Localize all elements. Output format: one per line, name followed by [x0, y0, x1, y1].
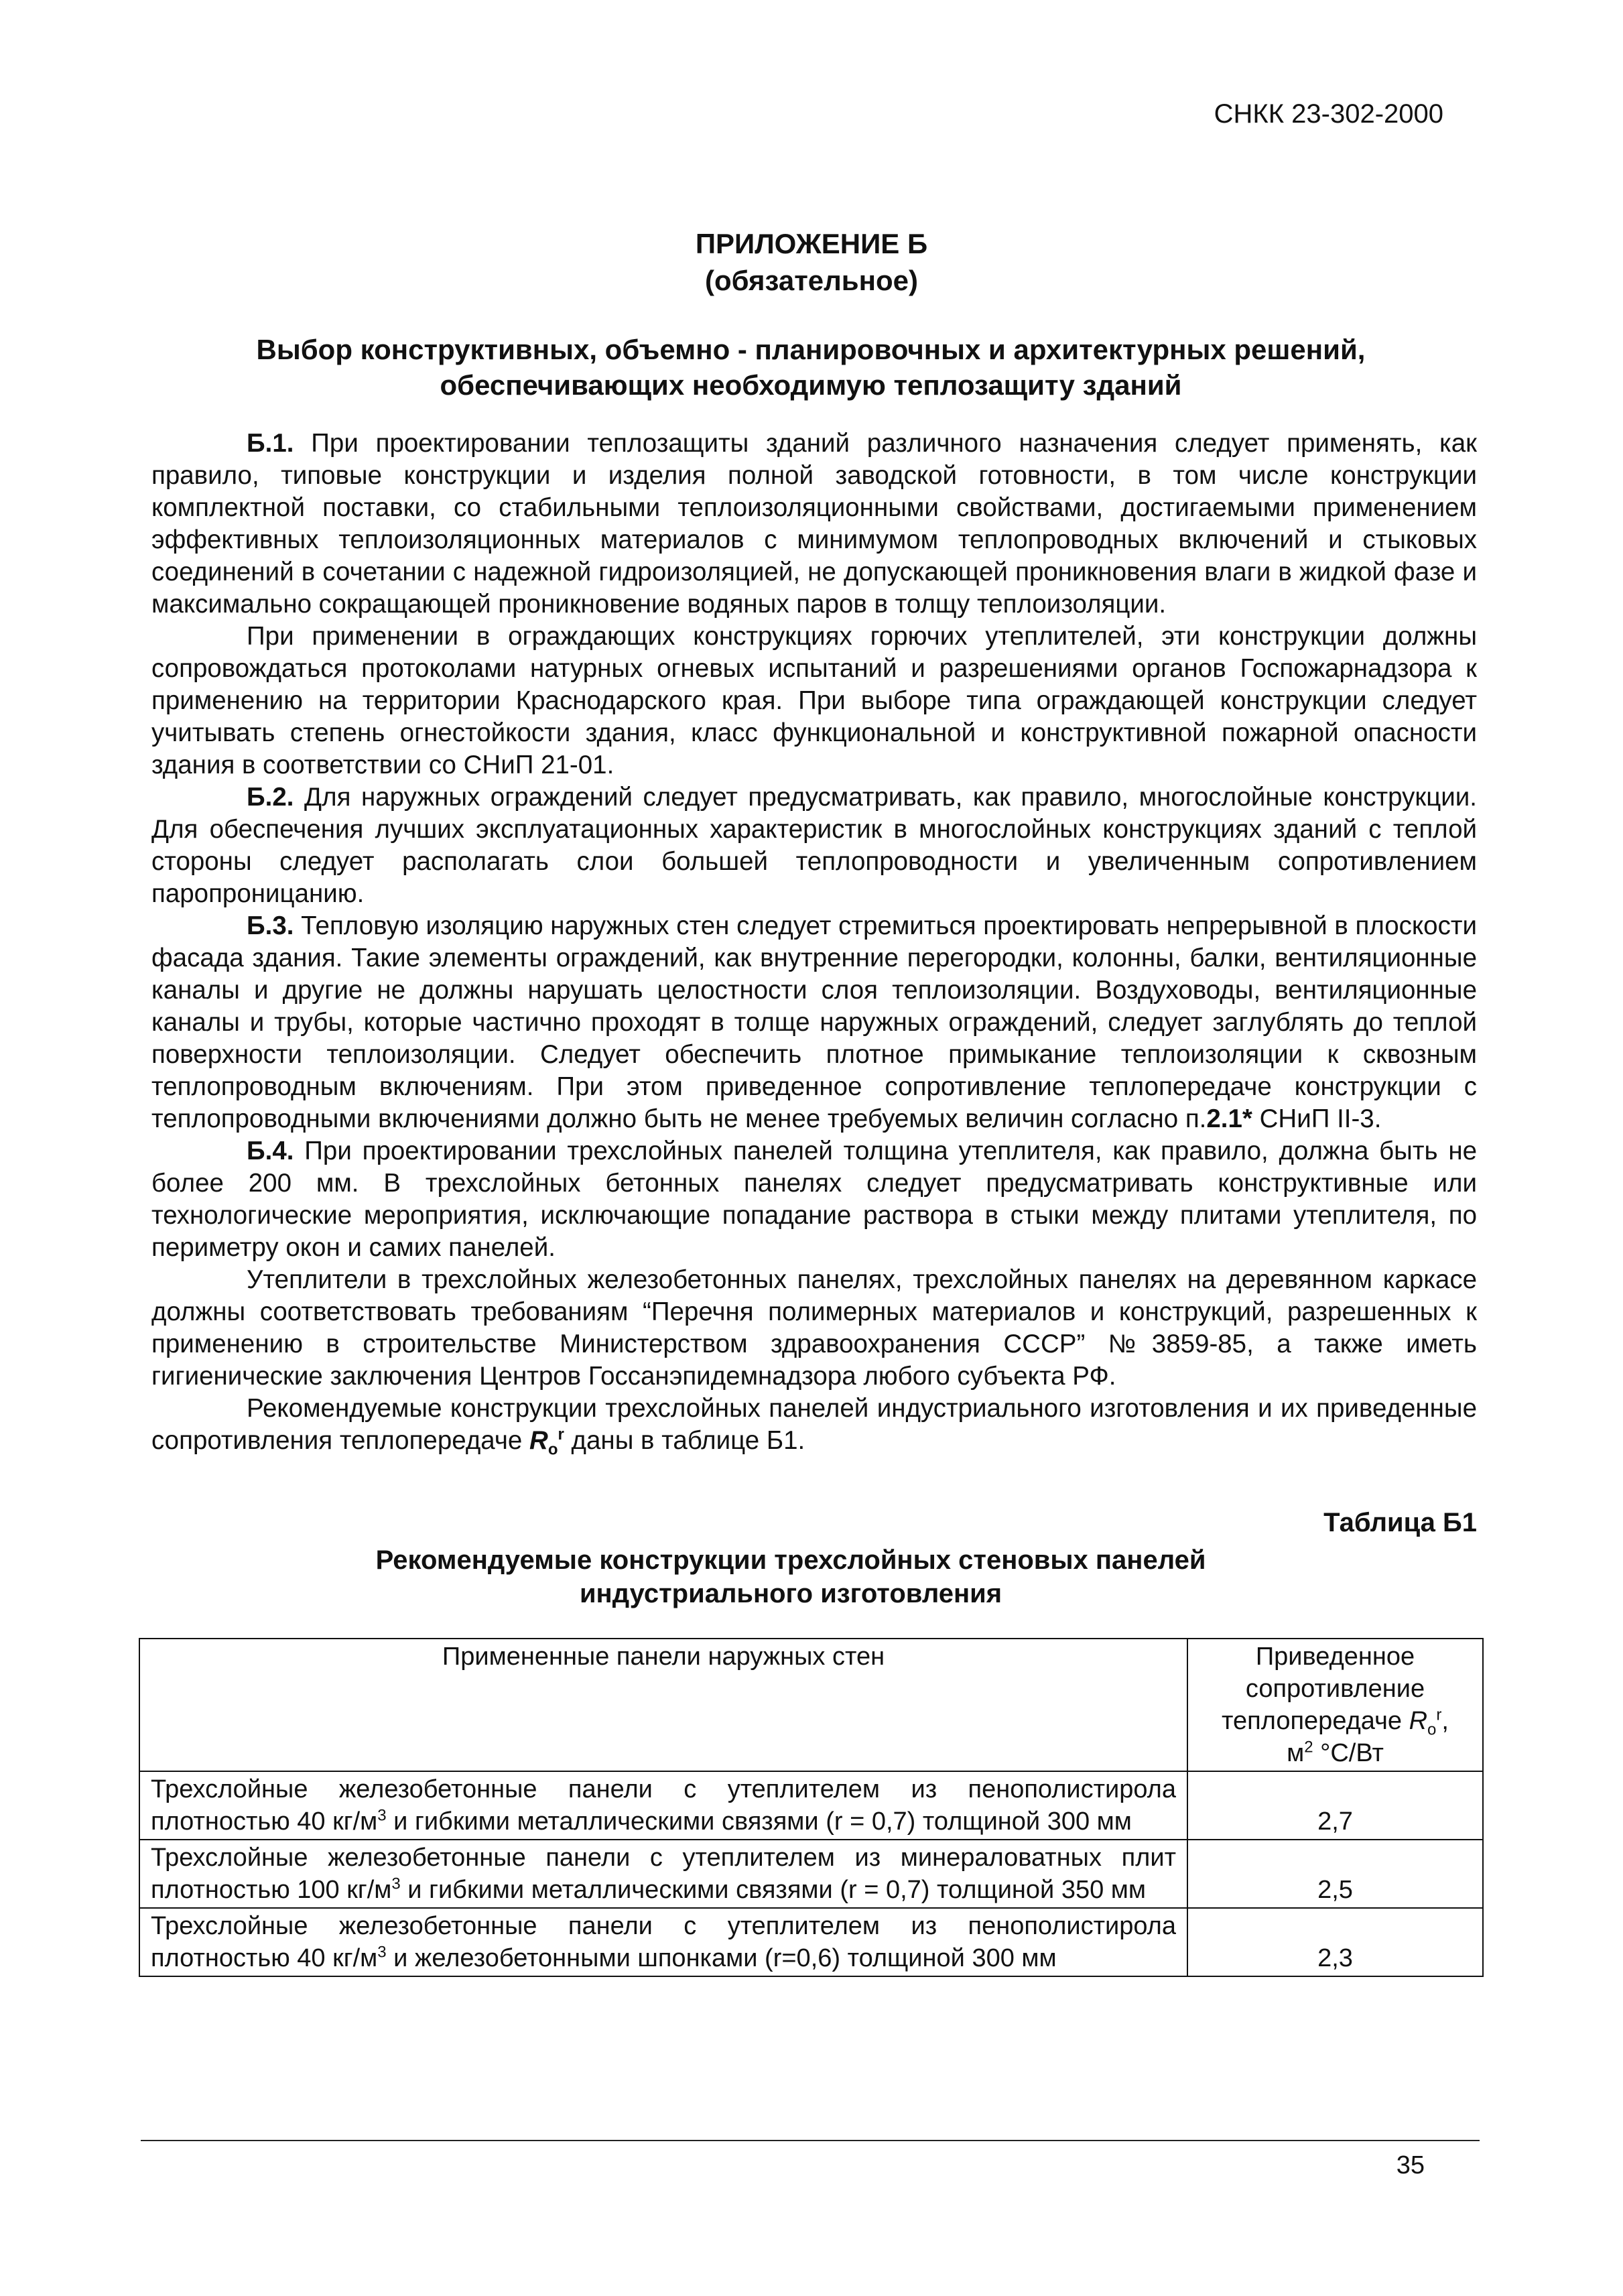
header-resistance-line2: сопротивление [1245, 1675, 1425, 1703]
paragraph-text: даны в таблице Б1. [564, 1426, 805, 1455]
description-text: и железобетонными шпонками (r=0,6) толщиной 300 мм [386, 1944, 1057, 1972]
paragraph-text: Для наружных ограждений следует предусматривать, как правило, многослойные конструкции. Для обеспечения лучших эксплуатационных характеристик в многослойных конструкциях зданий с теплой стороны следует располагать слои большей теплопроводности и увеличенным сопротивлением паропроницанию. [151, 783, 1477, 908]
panel-description [139, 1908, 1187, 1976]
unit-superscript: 2 [1304, 1738, 1313, 1757]
clause-number: Б.3. [247, 911, 294, 940]
paragraph-b3 [151, 910, 1477, 1135]
paragraph-table-reference [151, 1393, 1477, 1457]
header-resistance-line1: Приведенное [1255, 1643, 1415, 1671]
description-text: и гибкими металлическими связями (r = 0,7) толщиной 300 мм [386, 1807, 1132, 1836]
appendix-subtitle: (обязательное) [704, 265, 918, 296]
paragraph-text: Тепловую изоляцию наружных стен следует стремиться проектировать непрерывной в плоскости фасада здания. Такие элементы ограждений, как внутренние перегородки, колонны, балки, вентиляционные каналы и другие не должны нарушать целостности слоя теплоизоляции. Воздуховоды, вентиляционные каналы и трубы, которые частично проходят в толще наружных ограждений, следует заглублять до теплой поверхности теплоизоляции. Следует обеспечить плотное примыкание теплоизоляции к сквозным теплопроводным включениям. При этом приведенное сопротивление теплопередаче конструкции с теплопроводными включениями должно быть не менее требуемых величин согласно п. [151, 911, 1477, 1133]
document-code: СНКК 23-302-2000 [1214, 99, 1443, 129]
clause-number: Б.1. [247, 429, 294, 458]
resistance-value: 2,5 [1187, 1840, 1483, 1908]
panel-description [139, 1840, 1187, 1908]
header-panels: Примененные панели наружных стен [139, 1639, 1187, 1771]
resistance-symbol: R [1409, 1707, 1428, 1735]
header-resistance-text: теплопередаче [1222, 1707, 1409, 1735]
table-title-line2: индустриального изготовления [579, 1579, 1002, 1608]
table-row [139, 1840, 1483, 1908]
footer-divider [141, 2140, 1480, 2141]
unit-superscript: 3 [377, 1806, 387, 1825]
paragraph-text: При проектировании теплозащиты зданий различного назначения следует применять, как правило, типовые конструкции и изделия полной заводской готовности, в том числе конструкции комплектной поставки, со стабильными теплоизоляционными свойствами, достигаемыми применением эффективных теплоизоляционных материалов с минимумом теплопроводных включений и стыковых соединений в сочетании с надежной гидроизоляцией, не допускающей проникновения влаги в жидкой фазе и максимально сокращающей проникновение водяных паров в толщу теплоизоляции. [151, 429, 1477, 619]
table-row [139, 1908, 1483, 1976]
unit-text: °С/Вт [1313, 1739, 1384, 1767]
paragraph-text: При проектировании трехслойных панелей толщина утеплителя, как правило, должна быть не более 200 мм. В трехслойных бетонных панелях следует предусматривать конструктивные или технологические мероприятия, исключающие попадание раствора в стыки между плитами утеплителя, по периметру окон и самих панелей. [151, 1137, 1477, 1262]
header-comma: , [1441, 1707, 1449, 1735]
unit-text: м [1287, 1739, 1305, 1767]
page-number: 35 [1396, 2151, 1425, 2179]
panel-description [139, 1771, 1187, 1840]
section-title-line2: обеспечивающих необходимую теплозащиту зданий [440, 369, 1182, 401]
paragraph-text: СНиП II-3. [1252, 1104, 1382, 1133]
description-text: и гибкими металлическими связями (r = 0,7) толщиной 350 мм [400, 1876, 1147, 1904]
paragraph-b4 [151, 1135, 1477, 1264]
symbol-subscript: o [1427, 1720, 1437, 1739]
description-text: Трехслойные железобетонные панели с утеплителем из пенополистирола плотностью 40 кг/м [151, 1775, 1176, 1836]
unit-superscript: 3 [391, 1874, 401, 1893]
symbol-superscript: r [558, 1425, 564, 1444]
table-row [139, 1771, 1483, 1840]
symbol-superscript: r [1436, 1706, 1442, 1724]
unit-superscript: 3 [377, 1943, 387, 1962]
table-header-row [139, 1639, 1483, 1771]
paragraph-fire-safety [151, 621, 1477, 781]
appendix-title: ПРИЛОЖЕНИЕ Б [695, 228, 928, 259]
header-resistance-line3 [1199, 1705, 1472, 1737]
resistance-symbol: R [529, 1426, 548, 1455]
header-resistance [1187, 1639, 1483, 1771]
clause-number: Б.4. [247, 1137, 294, 1165]
resistance-value: 2,7 [1187, 1771, 1483, 1840]
clause-number: Б.2. [247, 783, 294, 812]
section-title-line1: Выбор конструктивных, объемно - планировочных и архитектурных решений, [256, 334, 1366, 365]
clause-reference: 2.1* [1206, 1104, 1252, 1133]
table-title-line1: Рекомендуемые конструкции трехслойных стеновых панелей [375, 1545, 1206, 1575]
table-title [255, 1543, 1327, 1610]
body-text [151, 428, 1477, 1457]
resistance-value: 2,3 [1187, 1908, 1483, 1976]
symbol-subscript: o [547, 1440, 558, 1459]
header-resistance-unit [1199, 1737, 1472, 1769]
paragraph-text: При применении в ограждающих конструкциях горючих утеплителей, эти конструкции должны сопровождаться протоколами натурных огневых испытаний и разрешениями органов Госпожарнадзора к применению на территории Краснодарского края. При выборе типа ограждающей конструкции следует учитывать степень огнестойкости здания, класс функциональной и конструктивной пожарной опасности здания в соответствии со СНиП 21-01. [151, 622, 1477, 779]
paragraph-text: Утеплители в трехслойных железобетонных панелях, трехслойных панелях на деревянном каркасе должны соответствовать требованиям “Перечня полимерных материалов и конструкций, разрешенных к применению в строительстве Министерством здравоохранения СССР” №3859-85, а также иметь гигиенические заключения Центров Госсанэпидемнадзора любого субъекта РФ. [151, 1265, 1477, 1391]
paragraph-text: Рекомендуемые конструкции трехслойных панелей индустриального изготовления и их приведенные сопротивления теплопередаче [151, 1394, 1477, 1455]
paragraph-insulation-requirements [151, 1264, 1477, 1393]
paragraph-b1 [151, 428, 1477, 621]
section-title [154, 332, 1468, 403]
panels-table [139, 1638, 1484, 1977]
table-label: Таблица Б1 [1323, 1508, 1477, 1537]
paragraph-b2 [151, 781, 1477, 910]
description-text: Трехслойные железобетонные панели с утеплителем из минераловатных плит плотностью 100 кг/м [151, 1844, 1176, 1904]
description-text: Трехслойные железобетонные панели с утеплителем из пенополистирола плотностью 40 кг/м [151, 1912, 1176, 1972]
